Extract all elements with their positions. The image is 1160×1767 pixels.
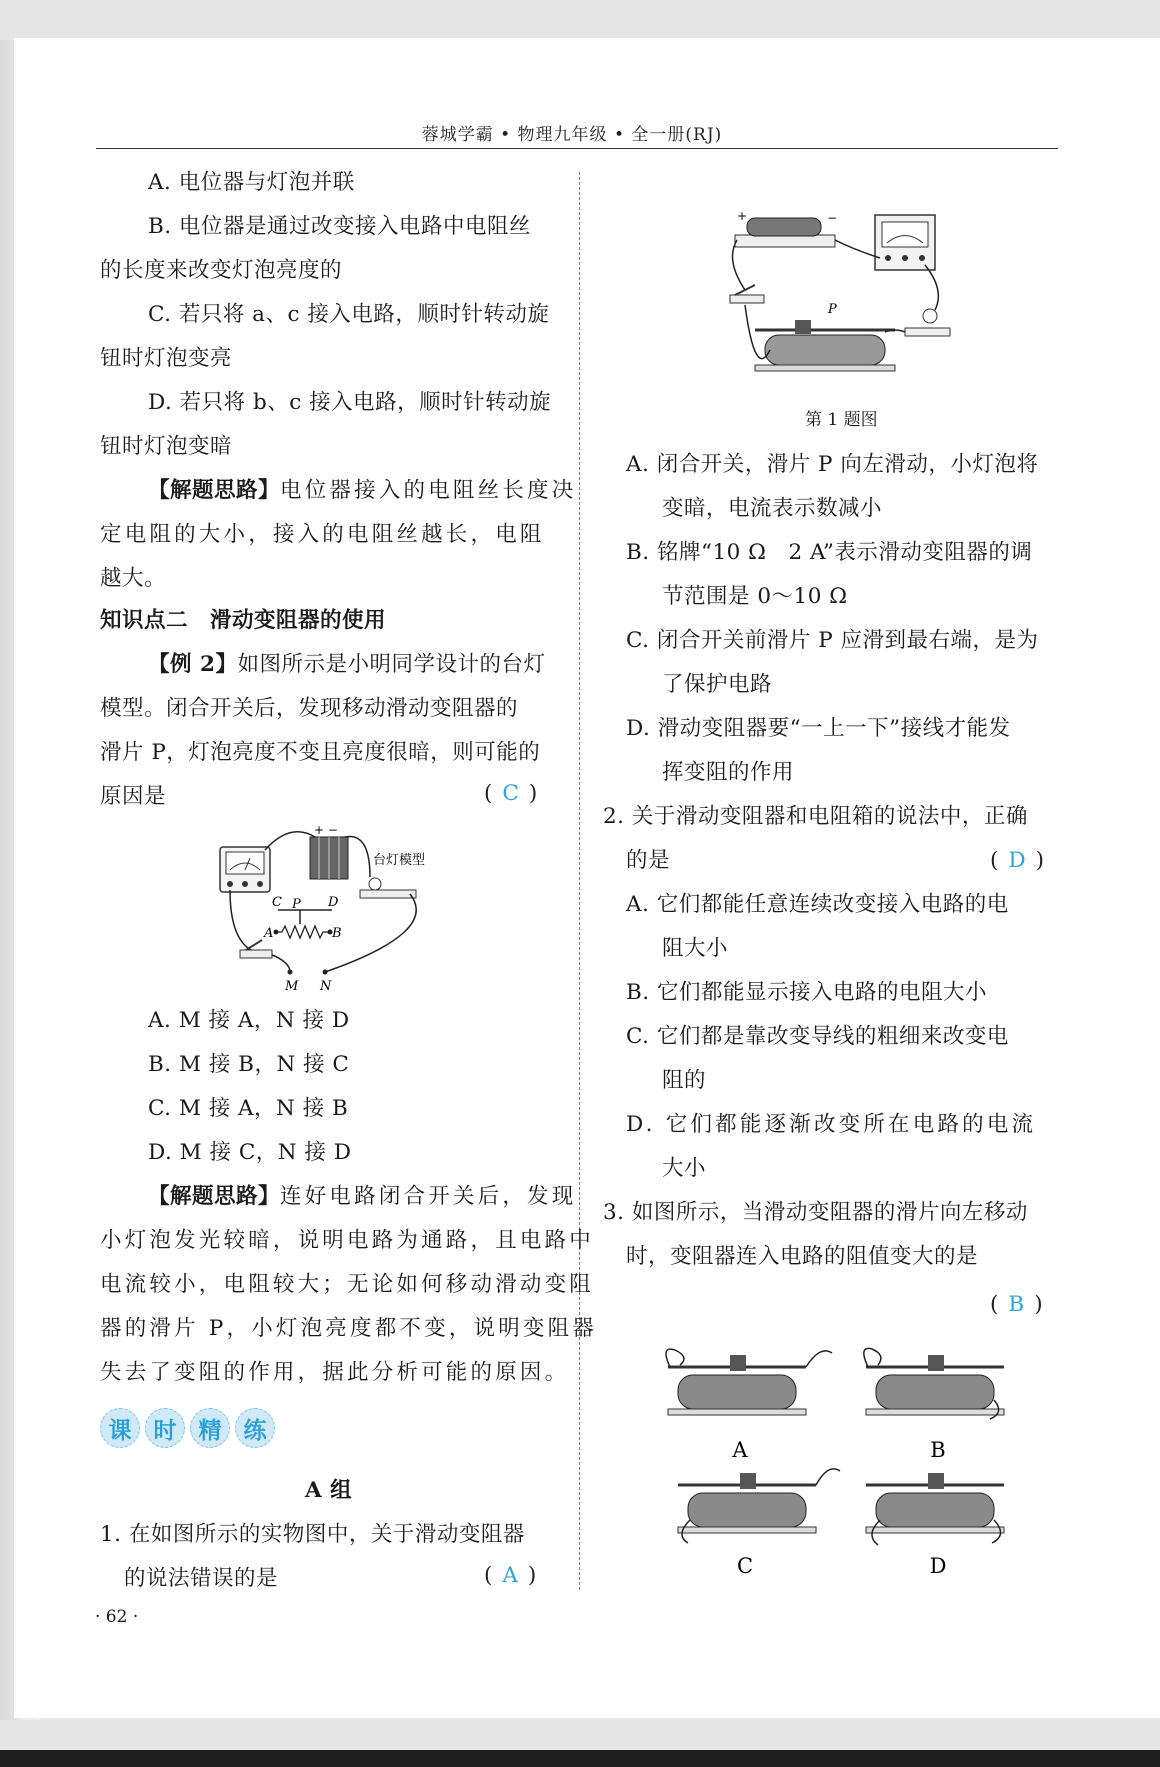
q2-option-d-line2: 大小 <box>662 1156 707 1181</box>
q2-answer: ( D ) <box>990 848 1045 873</box>
tip1-line1 <box>148 476 576 506</box>
q1-option-a-line2: 变暗，电流表示数减小 <box>662 496 883 521</box>
rheostat-option-a <box>666 1349 832 1462</box>
tip2-line3: 电流较小，电阻较大；无论如何移动滑动变阻 <box>100 1272 595 1297</box>
q1-option-d-line1: D. 滑动变阻器要“一上一下”接线才能发 <box>626 716 1011 741</box>
example2-line2: 模型。闭合开关后，发现移动滑动变阻器的 <box>100 696 519 721</box>
example2-option-c: C. M 接 A，N 接 B <box>148 1096 349 1121</box>
label-a: A <box>264 926 274 941</box>
rheostat-option-d <box>866 1473 1004 1578</box>
tip1-text: 电位器接入的电阻丝长度决 <box>280 478 577 503</box>
section-char: 时 <box>145 1408 185 1448</box>
example2-text: 如图所示是小明同学设计的台灯 <box>237 652 546 677</box>
q1-option-a-line1: A. 闭合开关，滑片 P 向左滑动，小灯泡将 <box>626 452 1039 477</box>
tip1-line3: 越大。 <box>100 566 167 591</box>
rheostat-option-c <box>678 1469 840 1578</box>
q2-option-a-line1: A. 它们都能任意连续改变接入电路的电 <box>626 892 1009 917</box>
running-header: 蓉城学霸 • 物理九年级 • 全一册(RJ) <box>421 125 723 145</box>
knowledge-point-2-title: 知识点二 滑动变阻器的使用 <box>100 608 387 633</box>
example2-label: 【例 2】 <box>148 652 238 677</box>
option-b-line2: 的长度来改变灯泡亮度的 <box>100 258 343 283</box>
option-b-label: B <box>930 1438 946 1462</box>
example2-answer: ( C ) <box>484 781 538 806</box>
label-p: P <box>292 897 301 912</box>
tip2-label: 【解题思路】 <box>148 1184 281 1209</box>
tip1-label: 【解题思路】 <box>148 478 281 503</box>
example2-option-d: D. M 接 C，N 接 D <box>148 1140 352 1165</box>
tip2-line5: 失去了变阻的作用，据此分析可能的原因。 <box>100 1360 570 1385</box>
q2-line1: 2. 关于滑动变阻器和电阻箱的说法中，正确 <box>603 804 1028 829</box>
q3-line2: 时，变阻器连入电路的阻值变大的是 <box>626 1244 979 1269</box>
question1-circuit-figure <box>725 210 955 395</box>
q1-line1: 1. 在如图所示的实物图中，关于滑动变阻器 <box>100 1522 525 1547</box>
header-rule <box>96 148 1058 149</box>
example2-option-b: B. M 接 B，N 接 C <box>148 1052 350 1077</box>
q2-option-c-line1: C. 它们都是靠改变导线的粗细来改变电 <box>626 1024 1009 1049</box>
column-divider <box>579 172 580 1590</box>
option-a-label: A <box>732 1438 748 1462</box>
q1-line2: 的说法错误的是 <box>124 1566 279 1591</box>
section-char: 精 <box>190 1408 230 1448</box>
q3-answer: ( B ) <box>990 1292 1043 1317</box>
q2-option-d-line1: D. 它们都能逐渐改变所在电路的电流 <box>626 1112 1037 1137</box>
option-b-line1: B. 电位器是通过改变接入电路中电阻丝 <box>148 214 531 239</box>
section-char: 课 <box>100 1408 140 1448</box>
example2-line4: 原因是 <box>100 784 167 809</box>
option-d-line2: 钮时灯泡变暗 <box>100 434 233 459</box>
example2-line1 <box>148 650 545 680</box>
section-char: 练 <box>235 1408 275 1448</box>
tip1-line2: 定电阻的大小，接入的电阻丝越长，电阻 <box>100 522 545 547</box>
q1-answer: ( A ) <box>484 1563 537 1588</box>
svg-text:+: + <box>737 210 748 223</box>
option-c-label: C <box>736 1554 754 1578</box>
figure1-caption: 第 1 题图 <box>805 410 878 430</box>
q1-option-b-line1: B. 铭牌“10 Ω 2 A”表示滑动变阻器的调 <box>626 540 1033 565</box>
example2-line3: 滑片 P，灯泡亮度不变且亮度很暗，则可能的 <box>100 740 541 765</box>
q1-option-c-line1: C. 闭合开关前滑片 P 应滑到最右端，是为 <box>626 628 1039 653</box>
q3-line1: 3. 如图所示，当滑动变阻器的滑片向左移动 <box>603 1200 1028 1225</box>
section-title-practice <box>100 1408 275 1448</box>
example2-option-a: A. M 接 A，N 接 D <box>148 1008 350 1033</box>
svg-text:−: − <box>827 211 838 225</box>
q1-option-c-line2: 了保护电路 <box>662 672 773 697</box>
option-a: A. 电位器与灯泡并联 <box>148 170 355 195</box>
tip2-line1 <box>148 1182 576 1212</box>
lamp-model-label: 台灯模型 <box>373 853 426 868</box>
page-number: · 62 · <box>95 1607 139 1627</box>
label-m: M <box>285 979 299 994</box>
battery-polarity-label: + − <box>314 823 338 837</box>
q2-option-a-line2: 阻大小 <box>662 936 729 961</box>
option-d-label: D <box>929 1554 947 1578</box>
option-d-line1: D. 若只将 b、c 接入电路，顺时针转动旋 <box>148 390 552 415</box>
option-c-line2: 钮时灯泡变亮 <box>100 346 233 371</box>
bottom-bar <box>0 1750 1160 1767</box>
option-c-line1: C. 若只将 a、c 接入电路，顺时针转动旋 <box>148 302 550 327</box>
rheostat-option-b <box>864 1348 1004 1462</box>
label-b: B <box>332 926 342 941</box>
q3-rheostat-options-figure <box>660 1345 1030 1585</box>
tip2-line2: 小灯泡发光较暗，说明电路为通路，且电路中 <box>100 1228 595 1253</box>
lamp-model-circuit-figure <box>210 822 450 997</box>
label-c: C <box>272 895 282 910</box>
tip2-line4: 器的滑片 P，小灯泡亮度都不变，说明变阻器 <box>100 1316 598 1341</box>
label-d: D <box>328 895 339 910</box>
q2-option-b: B. 它们都能显示接入电路的电阻大小 <box>626 980 987 1005</box>
slider-p-label: P <box>828 302 837 317</box>
label-n: N <box>320 979 332 994</box>
q2-line2: 的是 <box>626 848 671 873</box>
group-a-title: A 组 <box>305 1478 353 1503</box>
tip2-text: 连好电路闭合开关后，发现 <box>280 1184 577 1209</box>
q1-option-b-line2: 节范围是 0～10 Ω <box>662 584 848 609</box>
q1-option-d-line2: 挥变阻的作用 <box>662 760 795 785</box>
q2-option-c-line2: 阻的 <box>662 1068 707 1093</box>
